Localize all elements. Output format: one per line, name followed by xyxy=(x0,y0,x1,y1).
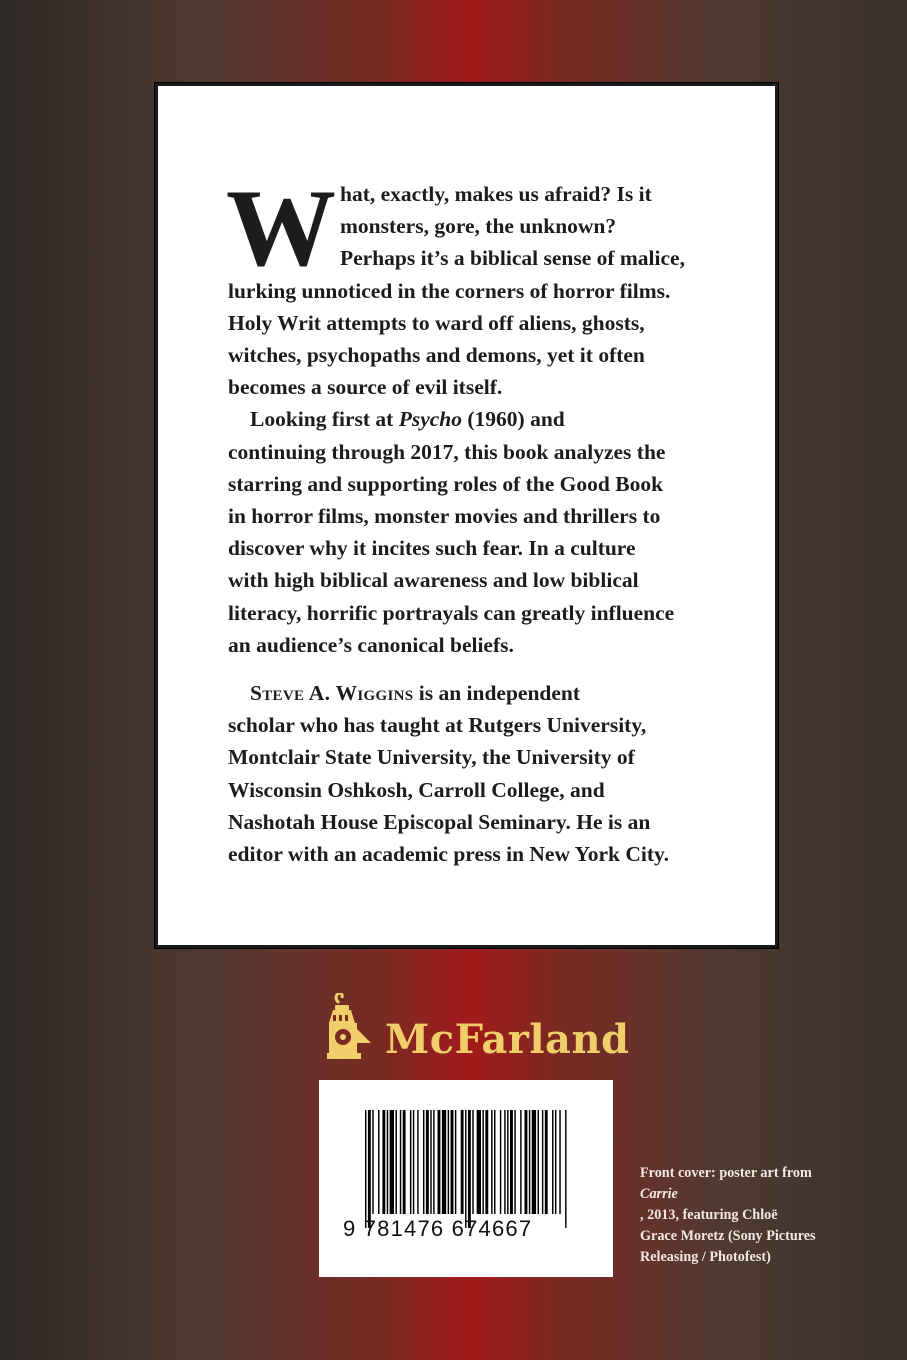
barcode-bar xyxy=(468,1110,471,1228)
author-bio xyxy=(228,677,718,870)
author-name: Steve A. Wiggins xyxy=(250,681,414,706)
blurb-text xyxy=(226,167,718,870)
blurb-paragraph-1 xyxy=(226,167,718,403)
bio-line: Nashotah House Episcopal Seminary. He is an xyxy=(228,809,651,834)
publisher-name: McFarland xyxy=(385,1016,630,1063)
barcode-bar xyxy=(559,1110,560,1214)
barcode-bar xyxy=(417,1110,418,1214)
lantern-icon xyxy=(327,993,377,1065)
blurb-line: hat, exactly, makes us afraid? Is it xyxy=(340,182,652,206)
film-title: Carrie xyxy=(640,1186,678,1202)
credit-text-run: , 2013, featuring Chloë xyxy=(640,1207,778,1223)
barcode-bar xyxy=(365,1110,366,1228)
barcode-bar xyxy=(390,1110,394,1214)
credit-line: Releasing / Photofest) xyxy=(640,1249,771,1265)
barcode-bar xyxy=(538,1110,539,1214)
blurb-line: Perhaps it’s a biblical sense of malice, xyxy=(340,246,685,271)
bio-line: Wisconsin Oshkosh, Carroll College, and xyxy=(228,777,605,802)
blurb-line: lurking unnoticed in the corners of horror films. xyxy=(228,278,671,303)
barcode-bar xyxy=(477,1110,481,1214)
barcode-bar xyxy=(451,1110,454,1214)
barcode-bar xyxy=(395,1110,396,1214)
credit-line: Front cover: poster art from xyxy=(640,1165,812,1181)
barcode-bar xyxy=(378,1110,379,1214)
barcode-bar xyxy=(461,1110,464,1214)
barcode-bar xyxy=(423,1110,424,1214)
barcode-bar xyxy=(455,1110,456,1214)
blurb-line: witches, psychopaths and demons, yet it often xyxy=(228,343,645,368)
barcode-bar xyxy=(529,1110,530,1214)
barcode-bar xyxy=(507,1110,508,1214)
blurb-line: literacy, horrific portrayals can greatly influence xyxy=(228,600,675,625)
barcode-bar xyxy=(382,1110,385,1214)
barcode-bar xyxy=(520,1110,521,1214)
barcode-bar xyxy=(403,1110,406,1214)
blurb-line: starring and supporting roles of the Good Book xyxy=(228,471,664,496)
blurb-line: continuing through 2017, this book analyzes the xyxy=(228,439,666,464)
barcode-bar xyxy=(504,1110,505,1214)
bio-line: Montclair State University, the University of xyxy=(228,745,635,770)
credit-line xyxy=(640,1184,860,1226)
barcode-bar xyxy=(494,1110,495,1214)
barcode-bar xyxy=(500,1110,501,1214)
barcode-bar xyxy=(426,1110,429,1214)
blurb-line: an audience’s canonical beliefs. xyxy=(228,632,514,657)
cover-credit xyxy=(640,1163,860,1268)
barcode-bar xyxy=(555,1110,556,1214)
barcode-bar xyxy=(413,1110,414,1214)
barcode-bar xyxy=(472,1110,473,1214)
blurb-line: in horror films, monster movies and thrillers to xyxy=(228,504,661,529)
barcode-bar xyxy=(442,1110,446,1214)
blurb-line: with high biblical awareness and low biblical xyxy=(228,568,639,593)
credit-line: Grace Moretz (Sony Pictures xyxy=(640,1228,816,1244)
blurb-line: becomes a source of evil itself. xyxy=(228,375,503,400)
barcode-bar xyxy=(368,1110,371,1228)
barcode-bar xyxy=(400,1110,401,1214)
blurb-line: Holy Writ attempts to ward off aliens, ghosts, xyxy=(228,310,645,335)
barcode-bar xyxy=(491,1110,492,1214)
film-title: Psycho xyxy=(398,407,463,432)
barcode-bar xyxy=(485,1110,488,1214)
barcode-bar xyxy=(433,1110,434,1214)
barcode-bar xyxy=(410,1110,411,1214)
barcode-bar xyxy=(532,1110,536,1214)
barcode-bar xyxy=(510,1110,513,1214)
isbn-barcode xyxy=(365,1110,567,1228)
blurb-text-run: Looking first at xyxy=(250,407,399,432)
blurb-panel xyxy=(155,83,778,948)
barcode-bar xyxy=(438,1110,441,1214)
bio-line: scholar who has taught at Rutgers University, xyxy=(228,713,647,738)
drop-cap: W xyxy=(226,167,336,289)
barcode-bar xyxy=(465,1110,466,1228)
barcode-bar xyxy=(545,1110,548,1214)
barcode-bar xyxy=(448,1110,449,1214)
bio-text-run: is an independent xyxy=(413,681,581,706)
barcode-bar xyxy=(372,1110,373,1214)
blurb-paragraph-2 xyxy=(228,403,718,661)
bio-line xyxy=(228,677,718,709)
barcode-bar xyxy=(482,1110,483,1214)
barcode-bar xyxy=(430,1110,431,1214)
barcode-bar xyxy=(514,1110,515,1214)
barcode-bar xyxy=(542,1110,543,1214)
blurb-line: discover why it incites such fear. In a culture xyxy=(228,536,636,561)
blurb-line: monsters, gore, the unknown? xyxy=(340,214,617,239)
barcode-bar xyxy=(565,1110,566,1228)
publisher-logo xyxy=(327,993,630,1065)
barcode-bar xyxy=(552,1110,553,1214)
barcode-label xyxy=(319,1080,613,1277)
isbn-number: 9 781476 674667 xyxy=(343,1216,533,1241)
blurb-line xyxy=(228,403,718,435)
blurb-text-run: (1960) and xyxy=(462,407,565,432)
barcode-bar xyxy=(525,1110,528,1214)
bio-line: editor with an academic press in New York City. xyxy=(228,842,669,867)
barcode-bar xyxy=(387,1110,388,1214)
